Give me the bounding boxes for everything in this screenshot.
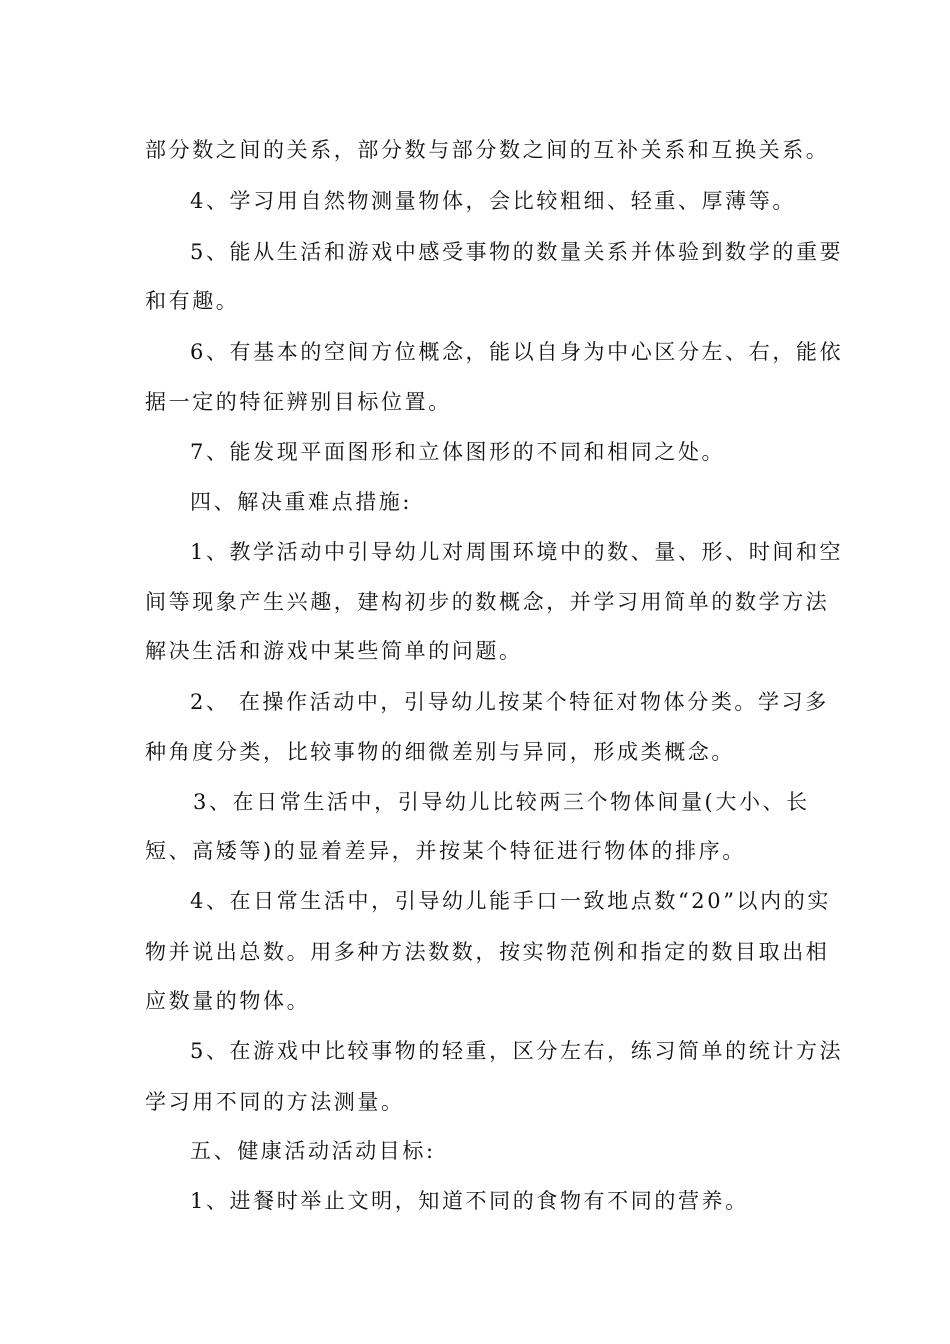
list-item-6: 6、有基本的空间方位概念，能以自身为中心区分左、右，能依 — [190, 340, 844, 364]
text-line: 和有趣。 — [145, 289, 240, 313]
list-item-1: 1、教学活动中引导幼儿对周围环境中的数、量、形、时间和空 — [190, 540, 844, 564]
text-line: 学习用不同的方法测量。 — [145, 1090, 405, 1114]
list-item-4: 4、学习用自然物测量物体，会比较粗细、轻重、厚薄等。 — [190, 189, 796, 213]
text-line: 应数量的物体。 — [145, 989, 311, 1013]
list-item-4b: 4、在日常生活中，引导幼儿能手口一致地点数“20”以内的实 — [190, 889, 831, 913]
text-line: 短、高矮等)的显着差异，并按某个特征进行物体的排序。 — [145, 839, 746, 863]
text-line: 解决生活和游戏中某些简单的问题。 — [145, 639, 523, 663]
list-item-5b: 5、在游戏中比较事物的轻重，区分左右，练习简单的统计方法 — [190, 1039, 844, 1063]
list-item-3: 3、在日常生活中，引导幼儿比较两三个物体间量(大小、长 — [193, 790, 810, 814]
section-heading-4: 四、解决重难点措施: — [190, 490, 413, 514]
text-line: 据一定的特征辨别目标位置。 — [145, 390, 452, 414]
list-item-2: 2、 在操作活动中，引导幼儿按某个特征对物体分类。学习多 — [190, 690, 829, 714]
list-item-5: 5、能从生活和游戏中感受事物的数量关系并体验到数学的重要 — [190, 240, 844, 264]
text-line: 种角度分类，比较事物的细微差别与异同，形成类概念。 — [145, 740, 735, 764]
text-line: 部分数之间的关系，部分数与部分数之间的互补关系和互换关系。 — [145, 138, 830, 162]
list-item-7: 7、能发现平面图形和立体图形的不同和相同之处。 — [190, 440, 726, 464]
text-line: 物并说出总数。用多种方法数数，按实物范例和指定的数目取出相 — [145, 940, 830, 964]
text-line: 间等现象产生兴趣，建构初步的数概念，并学习用简单的数学方法 — [145, 590, 830, 614]
list-item-1b: 1、进餐时举止文明，知道不同的食物有不同的营养。 — [190, 1189, 749, 1213]
section-heading-5: 五、健康活动活动目标: — [190, 1139, 436, 1163]
